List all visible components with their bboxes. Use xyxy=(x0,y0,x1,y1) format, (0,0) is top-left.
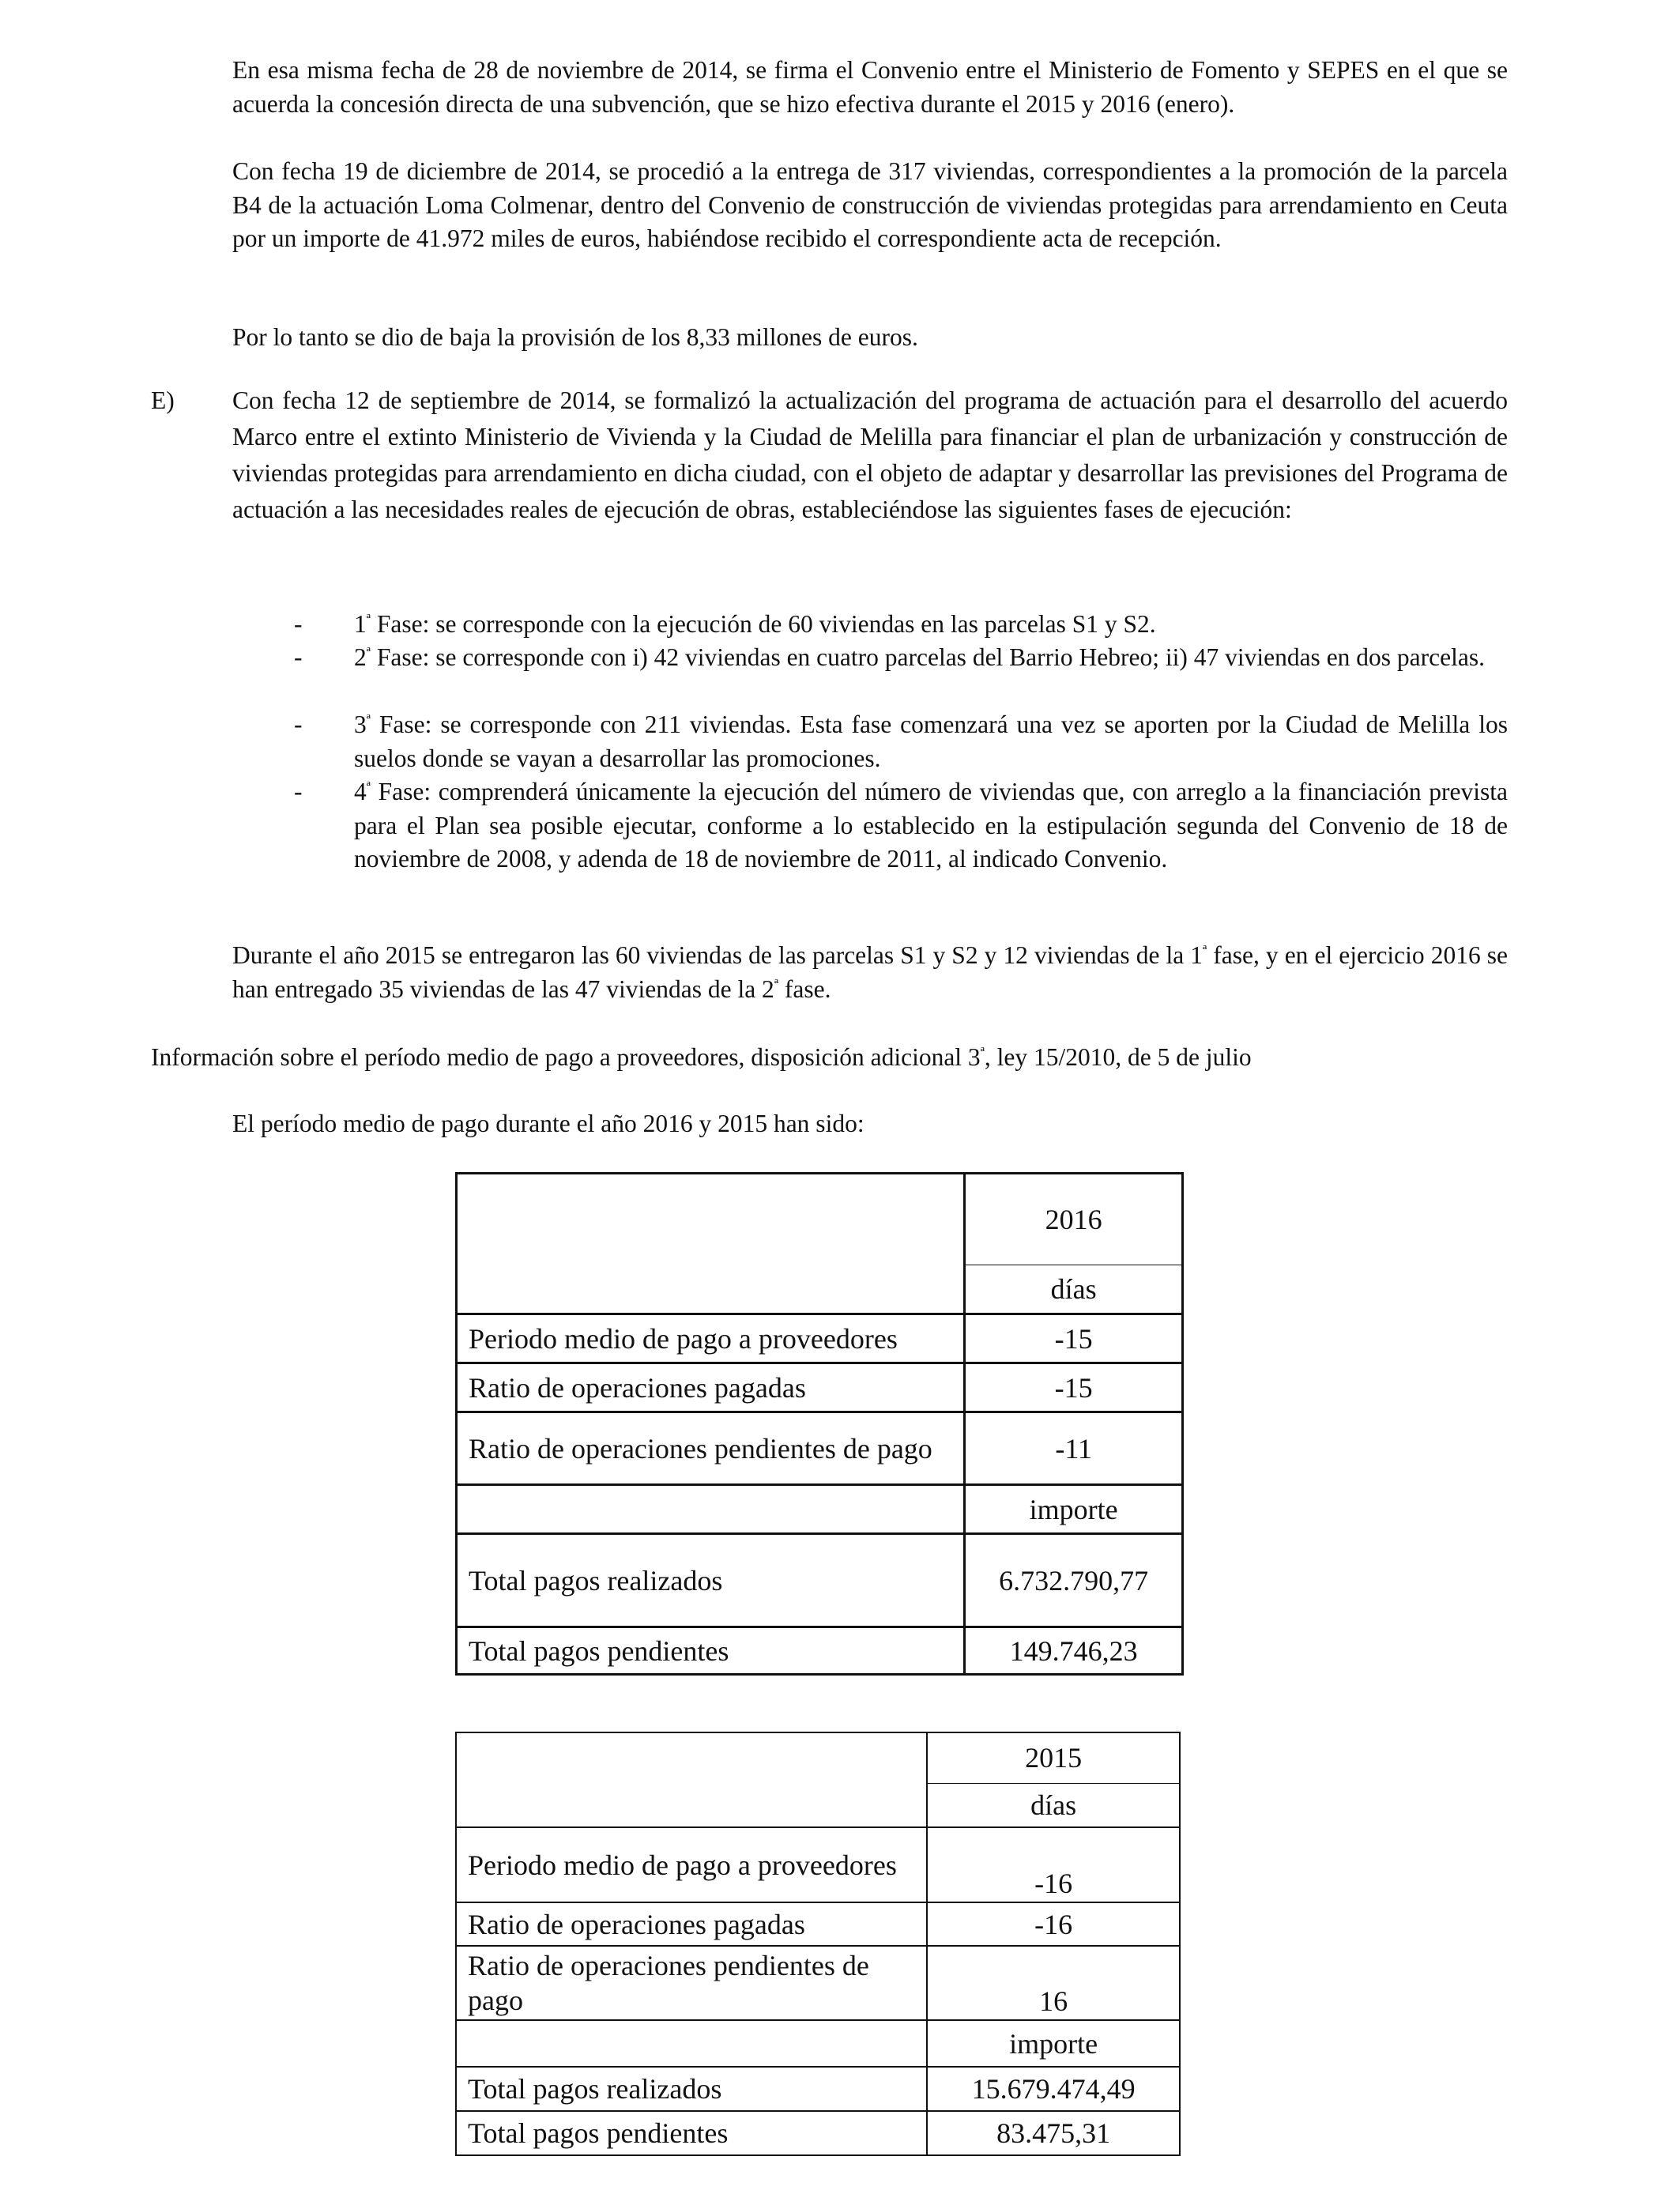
table-total-label: Total pagos realizados xyxy=(456,2067,927,2111)
table-row-label: Ratio de operaciones pagadas xyxy=(456,1902,927,1946)
list-item-dash: - xyxy=(294,643,303,671)
table-row xyxy=(457,1363,1183,1412)
table-row-label: Ratio de operaciones pagadas xyxy=(457,1363,965,1412)
table-row xyxy=(456,1902,1180,1946)
table-row xyxy=(456,2020,1180,2067)
table-total-label: Total pagos realizados xyxy=(457,1534,965,1627)
table-row xyxy=(457,1314,1183,1363)
table-row xyxy=(457,1534,1183,1627)
table-row-value: -16 xyxy=(927,1827,1180,1902)
table-empty-header-cell xyxy=(457,1174,965,1314)
list-item: $2^ª$ Fase: se corresponde con i) 42 viviendas en cuatro parcelas del Barrio Hebreo; ii) 47 viviendas en dos parcelas. xyxy=(354,643,1485,671)
table-row-value: -11 xyxy=(965,1412,1183,1485)
table-total-value: 83.475,31 xyxy=(927,2111,1180,2155)
table-periodo-pago-2016 xyxy=(455,1172,1184,1676)
list-item-dash: - xyxy=(294,610,303,638)
table-total-label: Total pagos pendientes xyxy=(457,1627,965,1675)
table-unit-amount: importe xyxy=(965,1485,1183,1534)
table-row xyxy=(457,1174,1183,1265)
section-marker-e: E) xyxy=(151,386,175,414)
table-unit-amount: importe xyxy=(927,2020,1180,2067)
table-empty-cell xyxy=(457,1485,965,1534)
table-row-value: -15 xyxy=(965,1363,1183,1412)
table-row-value: 16 xyxy=(927,1946,1180,2020)
list-item: $4^ª$ Fase: comprenderá únicamente la ejecución del número de viviendas que, con arreglo a la financiación prevista para el Plan sea posible ejecutar, conforme a lo establecido en la estipulación segunda del Convenio de 18 de noviembre de 2008, y adenda de 18 de noviembre de 2011, al indicado Convenio. xyxy=(354,778,1508,873)
table-total-value: 6.732.790,77 xyxy=(965,1534,1183,1627)
table-row xyxy=(456,1946,1180,2020)
table-row-label: Periodo medio de pago a proveedores xyxy=(457,1314,965,1363)
table-total-value: 149.746,23 xyxy=(965,1627,1183,1675)
table-row xyxy=(456,1732,1180,1783)
paragraph-periodo-medio-intro: El período medio de pago durante el año 2016 y 2015 han sido: xyxy=(232,1110,864,1137)
section-heading-periodo-medio-pago: Información sobre el período medio de pago a proveedores, disposición adicional $3^ª$, ley 15/2010, de 5 de julio xyxy=(151,1043,1252,1071)
list-item-dash: - xyxy=(294,778,303,805)
table-row xyxy=(457,1412,1183,1485)
table-empty-header-cell xyxy=(456,1732,927,1827)
table-periodo-pago-2015 xyxy=(455,1732,1181,2156)
paragraph-entregas-2015-2016: Durante el año 2015 se entregaron las 60 viviendas de las parcelas S1 y S2 y 12 viviendas de la $1^ª$ fase, y en el ejercicio 2016 se han entregado 35 viviendas de las 47 viviendas de la $2^ª$ fase. xyxy=(232,941,1508,1003)
table-empty-cell xyxy=(456,2020,927,2067)
paragraph-convenio-sepes: En esa misma fecha de 28 de noviembre de 2014, se firma el Convenio entre el Ministerio de Fomento y SEPES en el que se acuerda la concesión directa de una subvención, que se hizo efectiva durante el 2015 y 2016 (enero). xyxy=(232,56,1508,118)
table-row xyxy=(456,1827,1180,1902)
table-year-header: 2016 xyxy=(965,1174,1183,1265)
table-row-label: Ratio de operaciones pendientes de pago xyxy=(457,1412,965,1485)
table-unit-days: días xyxy=(927,1783,1180,1827)
table-row-label: Periodo medio de pago a proveedores xyxy=(456,1827,927,1902)
table-row xyxy=(456,2111,1180,2155)
paragraph-entrega-viviendas-ceuta: Con fecha 19 de diciembre de 2014, se procedió a la entrega de 317 viviendas, correspondientes a la promoción de la parcela B4 de la actuación Loma Colmenar, dentro del Convenio de construcción de viviendas protegidas para arrendamiento en Ceuta por un importe de 41.972 miles de euros, habiéndose recibido el correspondiente acta de recepción. xyxy=(232,157,1508,252)
list-item-dash: - xyxy=(294,711,303,738)
table-row-value: -16 xyxy=(927,1902,1180,1946)
table-row xyxy=(457,1627,1183,1675)
table-row-label: Ratio de operaciones pendientes de pago xyxy=(456,1946,927,2020)
table-year-header: 2015 xyxy=(927,1732,1180,1783)
paragraph-baja-provision: Por lo tanto se dio de baja la provisión de los 8,33 millones de euros. xyxy=(232,323,918,351)
list-item: $1^ª$ Fase: se corresponde con la ejecución de 60 viviendas en las parcelas S1 y S2. xyxy=(354,610,1156,638)
table-row-value: -15 xyxy=(965,1314,1183,1363)
table-total-value: 15.679.474,49 xyxy=(927,2067,1180,2111)
table-row xyxy=(457,1485,1183,1534)
paragraph-actualizacion-programa-melilla: Con fecha 12 de septiembre de 2014, se formalizó la actualización del programa de actuación para el desarrollo del acuerdo Marco entre el extinto Ministerio de Vivienda y la Ciudad de Melilla para financiar el plan de urbanización y construcción de viviendas protegidas para arrendamiento en dicha ciudad, con el objeto de adaptar y desarrollar las previsiones del Programa de actuación a las necesidades reales de ejecución de obras, estableciéndose las siguientes fases de ejecución: xyxy=(232,386,1508,523)
list-item: $3^ª$ Fase: se corresponde con 211 viviendas. Esta fase comenzará una vez se aporten por la Ciudad de Melilla los suelos donde se vayan a desarrollar las promociones. xyxy=(354,711,1508,772)
table-total-label: Total pagos pendientes xyxy=(456,2111,927,2155)
table-row xyxy=(456,2067,1180,2111)
table-unit-days: días xyxy=(965,1265,1183,1314)
